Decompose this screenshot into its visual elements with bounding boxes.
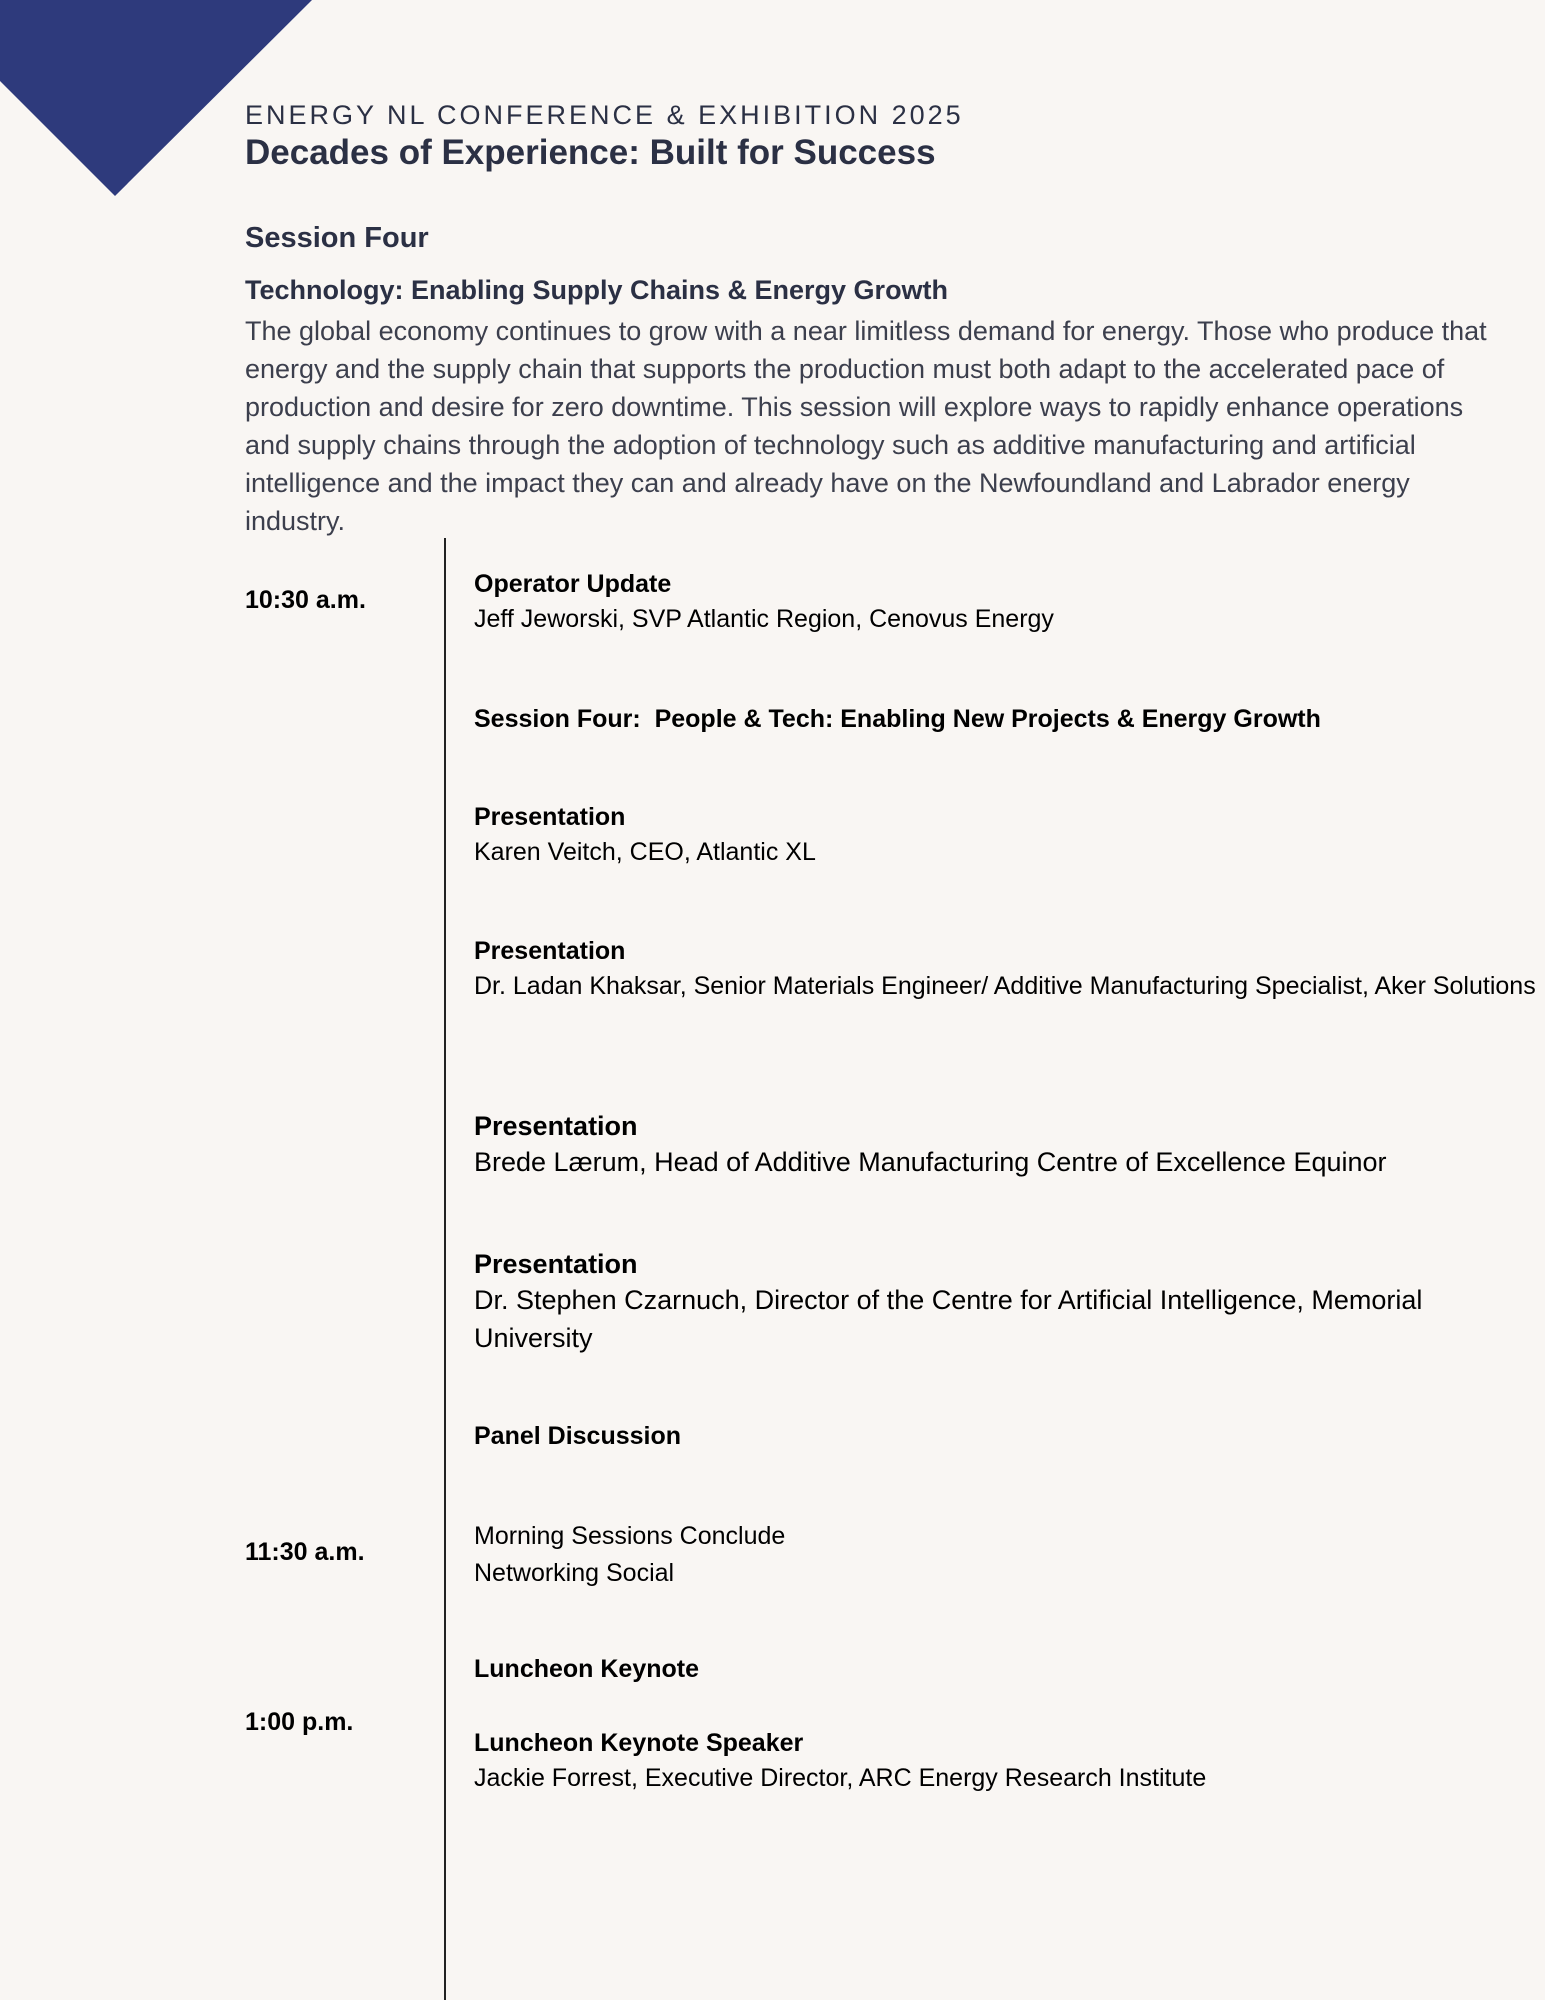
agenda-item-heading: Presentation — [474, 803, 626, 831]
session-subtitle: Technology: Enabling Supply Chains & Energy Growth — [245, 275, 949, 305]
timeline-divider — [444, 538, 446, 2000]
page-title: Decades of Experience: Built for Success — [245, 133, 936, 172]
agenda-item — [474, 1248, 1484, 1357]
agenda-item-detail: Jackie Forrest, Executive Director, ARC Energy Research Institute — [474, 1764, 1207, 1792]
agenda-item-detail: Karen Veitch, CEO, Atlantic XL — [474, 838, 816, 866]
agenda-item-heading: Presentation — [474, 937, 626, 965]
conference-name: ENERGY NL CONFERENCE & EXHIBITION 2025 — [245, 100, 964, 130]
agenda-item — [474, 703, 1321, 736]
agenda-item-detail: Morning Sessions Conclude — [474, 1522, 786, 1550]
agenda-item — [474, 568, 1054, 638]
agenda-item-heading: Session Four: People & Tech: Enabling New Projects & Energy Growth — [474, 705, 1321, 733]
agenda-item — [474, 1420, 681, 1453]
agenda-item-heading: Presentation — [474, 1249, 638, 1279]
agenda-item-heading: Presentation — [474, 1111, 638, 1141]
agenda-item — [474, 1653, 699, 1686]
session-description: The global economy continues to grow with a near limitless demand for energy. Those who produce that energy and the supply chain that supports the production must both adapt to the accelerated pace of production and desire for zero downtime. This session will explore ways to rapidly enhance operations and supply chains through the adoption of technology such as additive manufacturing and artificial intelligence and the impact they can and already have on the Newfoundland and Labrador energy industry. — [245, 316, 1487, 536]
agenda-item-heading: Panel Discussion — [474, 1422, 682, 1450]
session-label: Session Four — [245, 222, 429, 254]
agenda-item-detail: Networking Social — [474, 1559, 675, 1587]
agenda-item-detail: Brede Lærum, Head of Additive Manufacturing Centre of Excellence Equinor — [474, 1147, 1387, 1177]
agenda-item-heading: Luncheon Keynote — [474, 1655, 700, 1683]
agenda-item — [474, 1110, 1387, 1181]
agenda-item-detail: Dr. Stephen Czarnuch, Director of the Centre for Artificial Intelligence, Memorial University — [474, 1285, 1423, 1353]
agenda-item — [474, 935, 1539, 1005]
agenda-item-detail: Dr. Ladan Khaksar, Senior Materials Engineer/ Additive Manufacturing Specialist, Aker Solutions — [474, 972, 1536, 1000]
agenda-item-heading: Operator Update — [474, 570, 672, 598]
time-label: 10:30 a.m. — [245, 586, 366, 614]
agenda-item-detail: Jeff Jeworski, SVP Atlantic Region, Cenovus Energy — [474, 605, 1054, 633]
time-label: 11:30 a.m. — [245, 1538, 365, 1566]
agenda-item — [474, 801, 816, 871]
time-label: 1:00 p.m. — [245, 1708, 354, 1736]
agenda-item-heading: Luncheon Keynote Speaker — [474, 1729, 804, 1757]
agenda-item — [474, 1518, 785, 1592]
agenda-item — [474, 1727, 1206, 1797]
